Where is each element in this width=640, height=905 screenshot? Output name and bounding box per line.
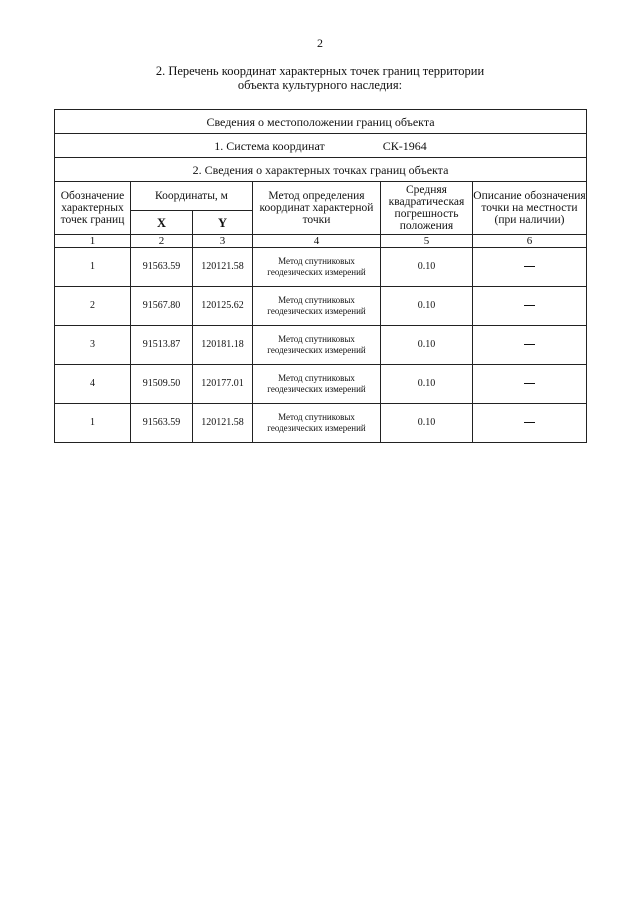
cell-description	[473, 365, 587, 404]
cell-description	[473, 326, 587, 365]
cell-point: 1	[55, 404, 131, 443]
title-line-2: объекта культурного наследия:	[237, 78, 403, 92]
coordinate-system-row	[55, 134, 587, 158]
coordinates-table	[54, 109, 587, 443]
cell-y: 120121.58	[193, 248, 253, 287]
page-number: 2	[317, 36, 323, 50]
coordinate-system-value: СК-1964	[382, 138, 427, 153]
column-number: 2	[131, 235, 193, 248]
header-x: X	[131, 211, 193, 235]
cell-description	[473, 404, 587, 443]
cell-point: 3	[55, 326, 131, 365]
cell-x: 91563.59	[131, 248, 193, 287]
header-error: Средняя квадратическая погрешность положения	[381, 182, 473, 235]
cell-description	[473, 248, 587, 287]
cell-y: 120177.01	[193, 365, 253, 404]
table-caption: Сведения о местоположении границ объекта	[55, 110, 587, 134]
table-row	[55, 404, 587, 443]
table-row	[55, 287, 587, 326]
header-y: Y	[193, 211, 253, 235]
cell-y: 120125.62	[193, 287, 253, 326]
dash-mark	[524, 344, 535, 345]
cell-method: Метод спутниковых геодезических измерений	[253, 326, 381, 365]
dash-mark	[524, 305, 535, 306]
column-number: 5	[381, 235, 473, 248]
cell-error: 0.10	[381, 326, 473, 365]
cell-x: 91563.59	[131, 404, 193, 443]
column-number: 1	[55, 235, 131, 248]
header-coords: Координаты, м	[131, 182, 253, 211]
column-number: 3	[193, 235, 253, 248]
cell-method: Метод спутниковых геодезических измерений	[253, 365, 381, 404]
cell-x: 91509.50	[131, 365, 193, 404]
cell-error: 0.10	[381, 404, 473, 443]
cell-error: 0.10	[381, 287, 473, 326]
dash-mark	[524, 266, 535, 267]
dash-mark	[524, 383, 535, 384]
cell-error: 0.10	[381, 248, 473, 287]
column-number: 4	[253, 235, 381, 248]
cell-method: Метод спутниковых геодезических измерений	[253, 248, 381, 287]
table-row	[55, 326, 587, 365]
table-row	[55, 365, 587, 404]
cell-x: 91567.80	[131, 287, 193, 326]
cell-point: 4	[55, 365, 131, 404]
section-heading: 2. Сведения о характерных точках границ объекта	[55, 158, 587, 182]
cell-x: 91513.87	[131, 326, 193, 365]
cell-error: 0.10	[381, 365, 473, 404]
cell-y: 120181.18	[193, 326, 253, 365]
header-method: Метод определения координат характерной точки	[253, 182, 381, 235]
document-title	[120, 64, 520, 92]
cell-method: Метод спутниковых геодезических измерений	[253, 404, 381, 443]
cell-point: 1	[55, 248, 131, 287]
header-point: Обозначение характерных точек границ	[55, 182, 131, 235]
coordinate-system-label: 1. Система координат	[214, 138, 325, 153]
dash-mark	[524, 422, 535, 423]
column-number: 6	[473, 235, 587, 248]
cell-description	[473, 287, 587, 326]
title-line-1: 2. Перечень координат характерных точек границ территории	[155, 64, 485, 78]
table-row	[55, 248, 587, 287]
cell-y: 120121.58	[193, 404, 253, 443]
cell-method: Метод спутниковых геодезических измерений	[253, 287, 381, 326]
cell-point: 2	[55, 287, 131, 326]
header-description: Описание обозначения точки на местности (при наличии)	[473, 182, 587, 235]
